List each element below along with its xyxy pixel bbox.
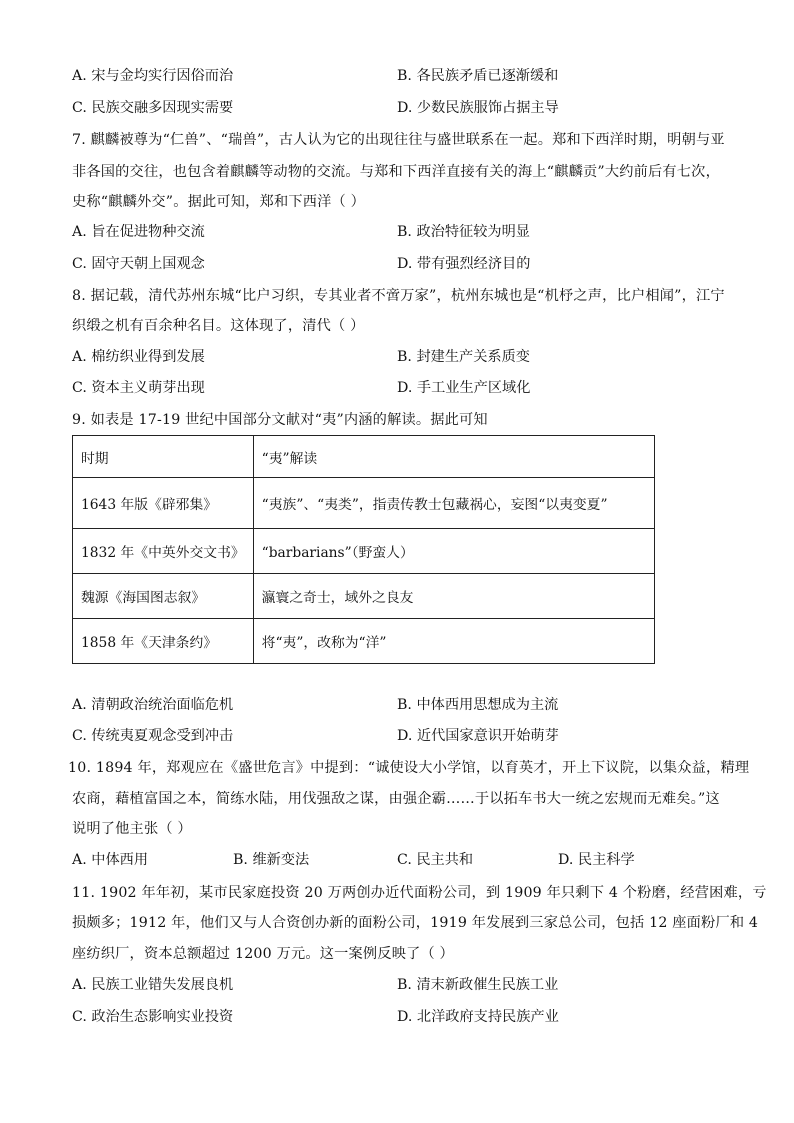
q8-option-a[interactable]: A. 棉纺织业得到发展 [72,349,205,365]
q8-stem-line-1: 8. 据记载，清代苏州东城“比户习织，专其业者不啻万家”，杭州东城也是“机杼之声，比户相闻”，江宁 [72,288,725,304]
table-cell-period: 1832 年《中英外交文书》 [73,529,254,574]
q11-option-c[interactable]: C. 政治生态影响实业投资 [72,1009,234,1025]
q6-option-d[interactable]: D. 少数民族服饰占据主导 [397,100,559,116]
q9-option-c[interactable]: C. 传统夷夏观念受到冲击 [72,728,234,744]
table-row [73,529,655,574]
q6-option-b[interactable]: B. 各民族矛盾已逐渐缓和 [397,68,559,84]
q10-option-b[interactable]: B. 维新变法 [233,852,310,868]
q8-option-d[interactable]: D. 手工业生产区域化 [397,380,531,396]
q10-stem-line-1: 10. 1894 年，郑观应在《盛世危言》中提到：“诚使设大小学馆，以育英才，开上下议院，以集众益，精理 [68,760,750,776]
table-row [73,478,655,529]
q11-option-d[interactable]: D. 北洋政府支持民族产业 [397,1009,559,1025]
q9-option-d[interactable]: D. 近代国家意识开始萌芽 [397,728,559,744]
q10-option-a[interactable]: A. 中体西用 [72,852,149,868]
q10-option-c[interactable]: C. 民主共和 [397,852,474,868]
q10-stem-line-3: 说明了他主张（ ） [72,821,192,837]
q7-option-b[interactable]: B. 政治特征较为明显 [397,224,530,240]
table-cell-interpretation: “夷族”、“夷类”，指责传教士包藏祸心，妄图“以夷变夏” [253,478,654,529]
q10-option-d[interactable]: D. 民主科学 [558,852,635,868]
q7-option-c[interactable]: C. 固守天朝上国观念 [72,256,205,272]
q11-stem-line-3: 座纺织厂，资本总额超过 1200 万元。这一案例反映了（ ） [72,946,454,962]
q7-stem-line-3: 史称“麒麟外交”。据此可知，郑和下西洋（ ） [72,194,365,210]
table-header-period: 时期 [73,436,254,478]
table-row [73,619,655,664]
table-cell-interpretation: 将“夷”，改称为“洋” [253,619,654,664]
table-row [73,574,655,619]
q11-option-b[interactable]: B. 清末新政催生民族工业 [397,977,559,993]
q7-option-a[interactable]: A. 旨在促进物种交流 [72,224,205,240]
q9-table [72,435,655,664]
q6-option-a[interactable]: A. 宋与金均实行因俗而治 [72,68,234,84]
q9-stem: 9. 如表是 17-19 世纪中国部分文献对“夷”内涵的解读。据此可知 [72,412,488,428]
table-header-row [73,436,655,478]
q10-stem-line-2: 农商，藉植富国之本，简练水陆，用伐强敌之谋，由强企霸……于以拓车书大一统之宏规而无难矣。”这 [72,791,720,807]
table-cell-interpretation: “barbarians”（野蛮人） [253,529,654,574]
q7-stem-line-1: 7. 麒麟被尊为“仁兽”、“瑞兽”，古人认为它的出现往往与盛世联系在一起。郑和下西洋时期，明朝与亚 [72,132,725,148]
table-cell-interpretation: 瀛寰之奇士，域外之良友 [253,574,654,619]
q11-stem-line-2: 损颇多；1912 年，他们又与人合资创办新的面粉公司，1919 年发展到三家总公司，包括 12 座面粉厂和 4 [72,915,759,931]
q8-stem-line-2: 织缎之机有百余种名目。这体现了，清代（ ） [72,318,365,334]
q6-option-c[interactable]: C. 民族交融多因现实需要 [72,100,234,116]
table-header-interpretation: “夷”解读 [253,436,654,478]
q8-option-b[interactable]: B. 封建生产关系质变 [397,349,530,365]
q9-option-b[interactable]: B. 中体西用思想成为主流 [397,697,559,713]
table-cell-period: 1643 年版《辟邪集》 [73,478,254,529]
q7-stem-line-2: 非各国的交往，也包含着麒麟等动物的交流。与郑和下西洋直接有关的海上“麒麟贡”大约前后有七次， [72,164,720,180]
q11-stem-line-1: 11. 1902 年年初，某市民家庭投资 20 万两创办近代面粉公司，到 1909 年只剩下 4 个粉磨，经营困难，亏 [72,885,767,901]
table-cell-period: 魏源《海国图志叙》 [73,574,254,619]
q7-option-d[interactable]: D. 带有强烈经济目的 [397,256,531,272]
table-cell-period: 1858 年《天津条约》 [73,619,254,664]
q8-option-c[interactable]: C. 资本主义萌芽出现 [72,380,205,396]
q11-option-a[interactable]: A. 民族工业错失发展良机 [72,977,234,993]
q9-option-a[interactable]: A. 清朝政治统治面临危机 [72,697,234,713]
